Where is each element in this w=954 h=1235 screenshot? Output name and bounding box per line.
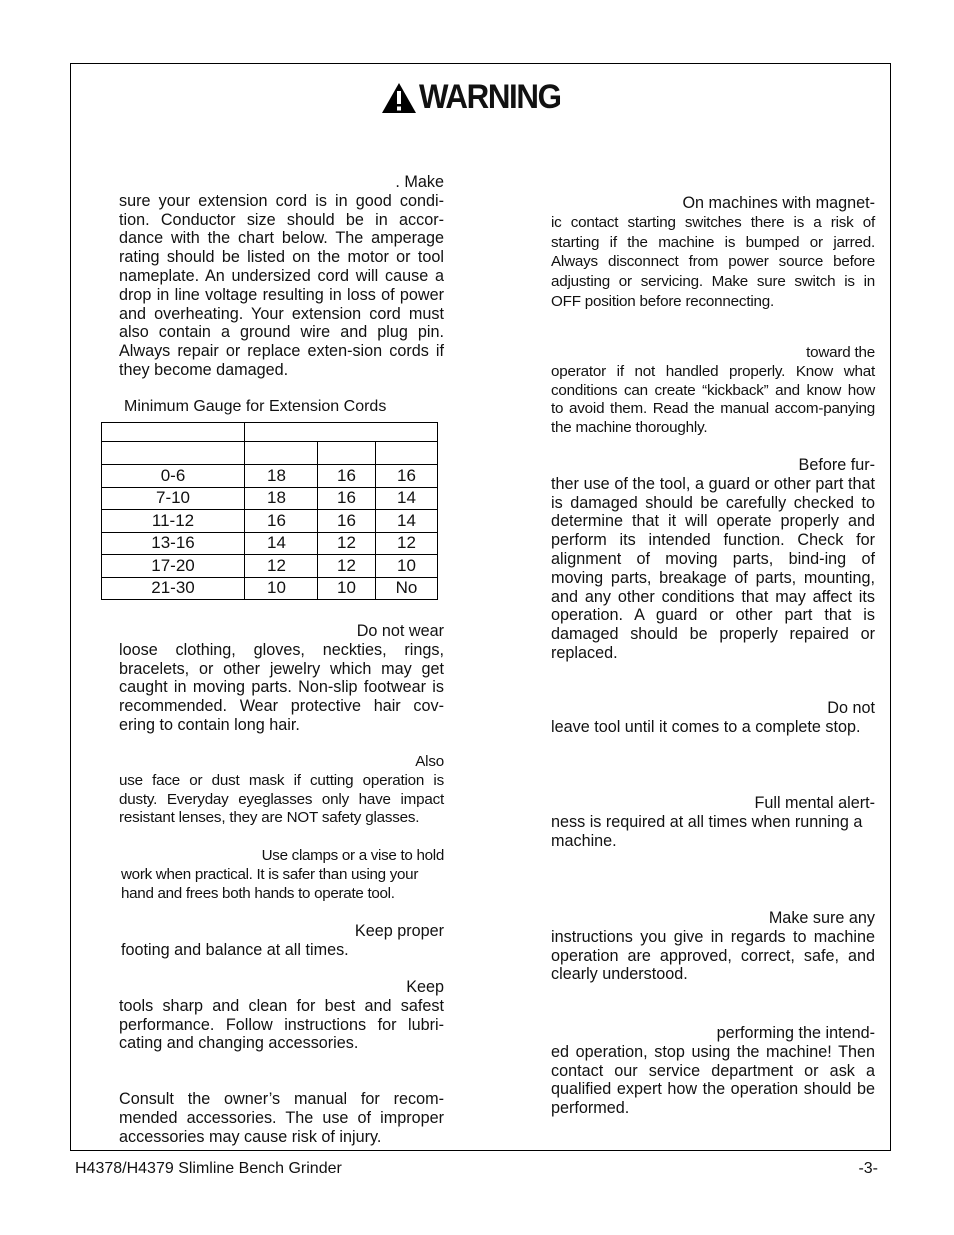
clothing-text: loose clothing, gloves, neckties, rings, bracelets, or other jewelry which may get caught in moving parts. Non-slip footwear is recommended. Wear protective hair cov-ering to contain long hair.: [119, 640, 444, 734]
gauge-cell-1: 14: [245, 532, 318, 555]
complete-stop-text: leave tool until it comes to a complete stop.: [551, 717, 861, 736]
table-row: [102, 487, 438, 510]
amperage-cell: 7-10: [102, 487, 245, 510]
intended-operation-lead: performing the intend-: [716, 1024, 875, 1042]
amperage-cell: 21-30: [102, 577, 245, 600]
magnetic-switch-section: [551, 194, 875, 312]
accessories-text: Consult the owner’s manual for recom-mended accessories. The use of improper accessories may cause risk of injury.: [119, 1090, 444, 1146]
footing-lead: Keep proper: [354, 922, 444, 940]
sharp-tools-text: tools sharp and clean for best and safest performance. Follow instructions for lubri-cating and changing accessories.: [119, 996, 444, 1053]
gauge-cell-1: 12: [245, 555, 318, 578]
mental-alertness-section: [551, 794, 875, 850]
table-row: [102, 577, 438, 600]
table-subheader-row: [102, 442, 438, 465]
warning-title: WARNING: [419, 78, 561, 116]
complete-stop-section: [551, 699, 875, 737]
gauge-cell-2: 12: [318, 532, 376, 555]
sharp-tools-section: [119, 978, 444, 1053]
mental-alertness-text: ness is required at all times when running a machine.: [551, 812, 863, 850]
gauge-cell-2: 16: [318, 487, 376, 510]
amperage-cell: 11-12: [102, 510, 245, 533]
damaged-parts-text: ther use of the tool, a guard or other part that is damaged should be carefully checked to determine that it will operate properly and perform its intended function. Check for alignment of moving parts, bind-ing of moving parts, breakage of parts, mounting, and any other conditions that may affect its operation. A guard or other part that is damaged should be properly repaired or replaced.: [551, 474, 875, 662]
clothing-section: [119, 622, 444, 735]
gauge-table: [101, 422, 438, 600]
sharp-tools-lead: Keep: [406, 978, 444, 996]
magnetic-switch-lead: On machines with magnet-: [682, 194, 875, 212]
instructions-section: [551, 909, 875, 984]
extension-cord-lead: . Make: [395, 173, 444, 191]
amperage-cell: 0-6: [102, 465, 245, 488]
footer-page-number: -3-: [858, 1160, 878, 1177]
kickback-section: [551, 344, 875, 438]
gauge-cell-3: 14: [376, 487, 438, 510]
gauge-cell-1: 16: [245, 510, 318, 533]
gauge-cell-2: 12: [318, 555, 376, 578]
gauge-cell-3: No: [376, 577, 438, 600]
clamps-lead: Use clamps or a vise to hold: [261, 847, 444, 864]
table-row: [102, 532, 438, 555]
gauge-cell-2: 16: [318, 510, 376, 533]
kickback-text: operator if not handled properly. Know what conditions can create “kickback” and know how to avoid them. Read the manual accom-panying the machine thoroughly.: [551, 362, 875, 437]
table-row: [102, 465, 438, 488]
gauge-cell-1: 18: [245, 465, 318, 488]
gauge-cell-2: 10: [318, 577, 376, 600]
intended-operation-section: [551, 1024, 875, 1118]
instructions-text: instructions you give in regards to machine operation are approved, correct, safe, and clearly understood.: [551, 927, 875, 984]
intended-operation-text: ed operation, stop using the machine! Then contact our service department or ask a qualified expert how the operation should be performed.: [551, 1042, 875, 1118]
footing-section: [121, 922, 444, 960]
warning-header: [0, 78, 954, 119]
warning-triangle-icon: [381, 82, 417, 114]
damaged-parts-lead: Before fur-: [798, 456, 875, 474]
extension-cord-text: sure your extension cord is in good condi-tion. Conductor size should be in accor-dance with the chart below. The amperage rating should be listed on the motor or tool nameplate. An undersized cord will cause a drop in line voltage resulting in loss of power and overheating. Your extension cord must also contain a ground wire and plug pin. Always repair or replace exten-sion cords if they become damaged.: [119, 191, 444, 379]
eye-lead: Also: [415, 753, 444, 770]
gauge-cell-1: 10: [245, 577, 318, 600]
gauge-cell-2: 16: [318, 465, 376, 488]
table-caption: Minimum Gauge for Extension Cords: [124, 398, 387, 415]
amperage-cell: 13-16: [102, 532, 245, 555]
accessories-section: [119, 1090, 444, 1146]
magnetic-switch-text: ic contact starting switches there is a risk of starting if the machine is bumped or jarred. Always disconnect from power source before adjusting or servicing. Make sure switch is in OFF position before reconnecting.: [551, 213, 875, 310]
extension-cord-section: [119, 173, 444, 380]
gauge-cell-3: 10: [376, 555, 438, 578]
footer-model: H4378/H4379 Slimline Bench Grinder: [75, 1160, 342, 1177]
clamps-section: [121, 847, 444, 903]
clamps-text: work when practical. It is safer than using your hand and frees both hands to operate tool.: [121, 865, 419, 902]
complete-stop-lead: Do not: [827, 699, 875, 717]
table-row: [102, 510, 438, 533]
eye-text: use face or dust mask if cutting operation is dusty. Everyday eyeglasses only have impact resistant lenses, they are NOT safety glasses.: [119, 771, 444, 827]
gauge-cell-3: 14: [376, 510, 438, 533]
table-header-row: [102, 423, 438, 442]
amperage-cell: 17-20: [102, 555, 245, 578]
gauge-cell-1: 18: [245, 487, 318, 510]
kickback-lead: toward the: [806, 344, 875, 361]
gauge-cell-3: 16: [376, 465, 438, 488]
instructions-lead: Make sure any: [768, 909, 875, 927]
footing-text: footing and balance at all times.: [121, 940, 349, 959]
eye-section: [119, 753, 444, 828]
gauge-cell-3: 12: [376, 532, 438, 555]
damaged-parts-section: [551, 456, 875, 663]
mental-alertness-lead: Full mental alert-: [754, 794, 875, 812]
table-row: [102, 555, 438, 578]
clothing-lead: Do not wear: [356, 622, 444, 640]
